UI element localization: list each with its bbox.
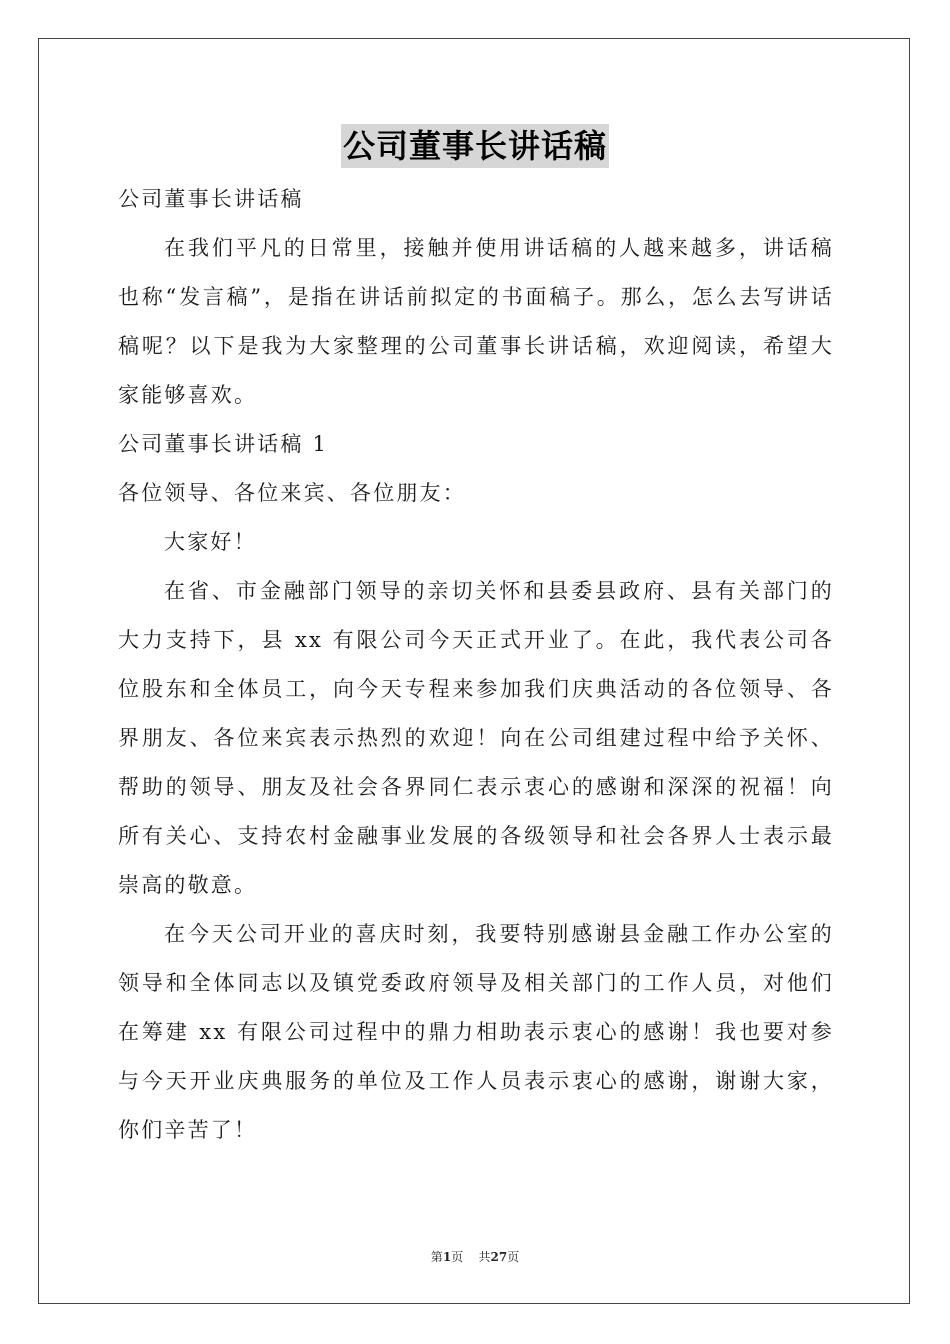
page-prefix: 第 <box>430 1250 443 1264</box>
paragraph: 在我们平凡的日常里，接触并使用讲话稿的人越来越多，讲话稿也称“发言稿”，是指在讲话前拟定的书面稿子。那么，怎么去写讲话稿呢？以下是我为大家整理的公司董事长讲话稿，欢迎阅读，希望大家能够喜欢。 <box>118 236 834 407</box>
paragraph: 在今天公司开业的喜庆时刻，我要特别感谢县金融工作办公室的领导和全体同志以及镇党委政府领导及相关部门的工作人员，对他们在筹建 xx 有限公司过程中的鼎力相助表示衷心的感谢！我也要对参与今天开业庆典服务的单位及工作人员表示衷心的感谢，谢谢大家，你们辛苦了！ <box>118 922 834 1142</box>
document-title: 公司董事长讲话稿 <box>341 124 609 168</box>
section-heading: 公司董事长讲话稿 1 <box>118 432 329 456</box>
greeting: 大家好！ <box>164 530 257 554</box>
salutation: 各位领导、各位来宾、各位朋友： <box>118 481 466 505</box>
paragraph: 公司董事长讲话稿 <box>118 187 304 211</box>
page-suffix: 页 <box>451 1250 464 1264</box>
page-footer <box>0 1248 950 1265</box>
title-container <box>0 124 950 168</box>
page-number: 1 <box>442 1250 452 1264</box>
total-suffix: 页 <box>507 1250 520 1264</box>
total-pages: 27 <box>490 1250 508 1264</box>
paragraph: 在省、市金融部门领导的亲切关怀和县委县政府、县有关部门的大力支持下，县 xx 有限公司今天正式开业了。在此，我代表公司各位股东和全体员工，向今天专程来参加我们庆典活动的各位领导、各界朋友、各位来宾表示热烈的欢迎！向在公司组建过程中给予关怀、帮助的领导、朋友及社会各界同仁表示衷心的感谢和深深的祝福！向所有关心、支持农村金融事业发展的各级领导和社会各界人士表示最崇高的敬意。 <box>118 579 834 897</box>
document-body <box>118 175 834 1155</box>
total-prefix: 共 <box>478 1250 491 1264</box>
